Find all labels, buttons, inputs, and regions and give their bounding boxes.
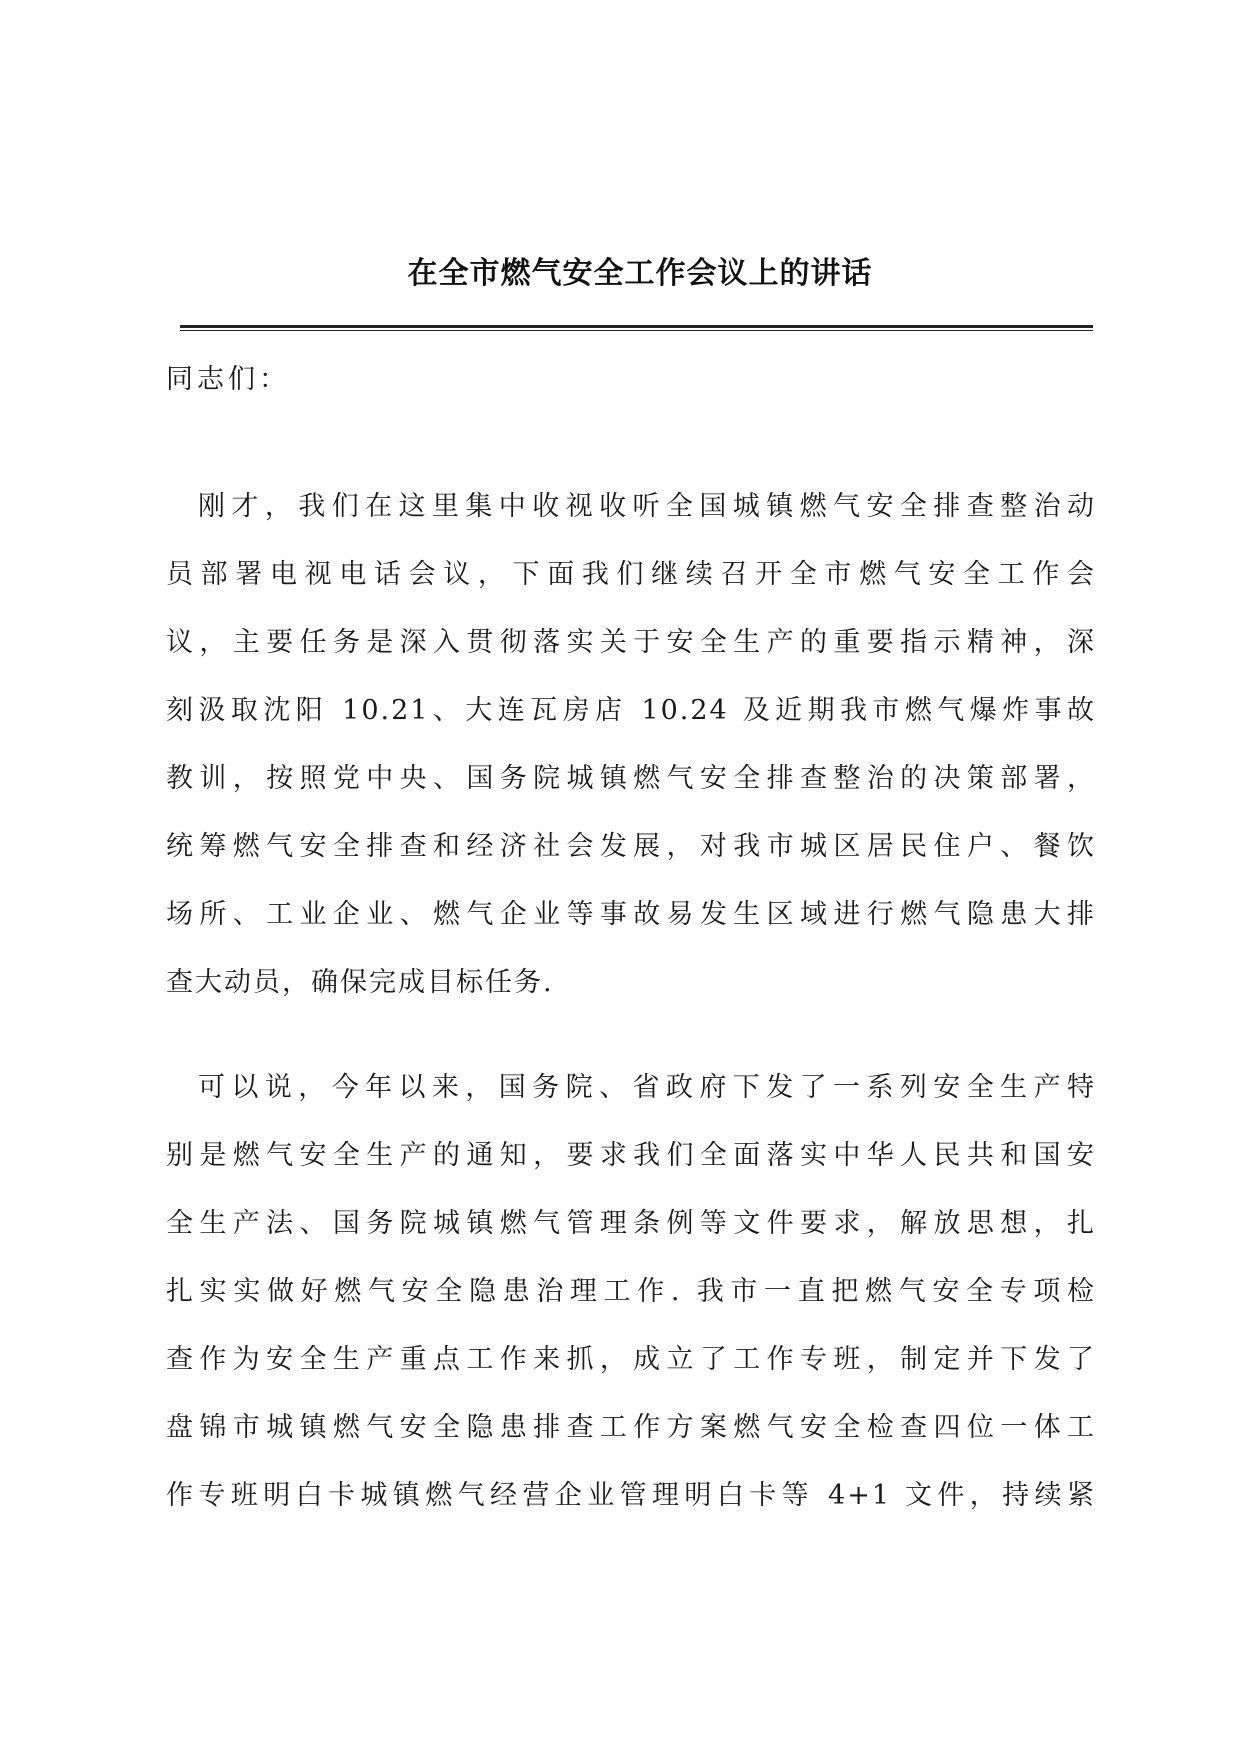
paragraph-line: 查大动员，确保完成目标任务. xyxy=(166,967,554,998)
paragraph-line: 扎实实做好燃气安全隐患治理工作. 我市一直把燃气安全专项检 xyxy=(166,1276,1096,1307)
paragraph-line: 查作为安全生产重点工作来抓，成立了工作专班，制定并下发了 xyxy=(166,1344,1096,1375)
title-double-rule xyxy=(180,325,1093,331)
paragraph-line: 作专班明白卡城镇燃气经营企业管理明白卡等 4+1 文件，持续紧 xyxy=(166,1480,1096,1511)
paragraph-line: 刚才，我们在这里集中收视收听全国城镇燃气安全排查整治动 xyxy=(198,491,1096,522)
paragraph-line: 教训，按照党中央、国务院城镇燃气安全排查整治的决策部署， xyxy=(166,763,1096,794)
paragraph-line: 刻汲取沈阳 10.21、大连瓦房店 10.24 及近期我市燃气爆炸事故 xyxy=(166,695,1096,726)
paragraph-line: 统筹燃气安全排查和经济社会发展，对我市城区居民住户、餐饮 xyxy=(166,831,1096,862)
paragraph-line: 员部署电视电话会议，下面我们继续召开全市燃气安全工作会 xyxy=(166,559,1096,590)
paragraph-line: 别是燃气安全生产的通知，要求我们全面落实中华人民共和国安 xyxy=(166,1140,1096,1171)
paragraph-line: 议，主要任务是深入贯彻落实关于安全生产的重要指示精神，深 xyxy=(166,627,1096,658)
salutation: 同志们： xyxy=(166,364,290,395)
document-title: 在全市燃气安全工作会议上的讲话 xyxy=(407,256,873,291)
paragraph-1 xyxy=(166,473,1096,1017)
paragraph-line: 盘锦市城镇燃气安全隐患排查工作方案燃气安全检查四位一体工 xyxy=(166,1412,1096,1443)
paragraph-line: 全生产法、国务院城镇燃气管理条例等文件要求，解放思想，扎 xyxy=(166,1208,1096,1239)
paragraph-line: 可以说，今年以来，国务院、省政府下发了一系列安全生产特 xyxy=(198,1072,1096,1103)
paragraph-2 xyxy=(166,1054,1096,1530)
paragraph-line: 场所、工业企业、燃气企业等事故易发生区域进行燃气隐患大排 xyxy=(166,899,1096,930)
